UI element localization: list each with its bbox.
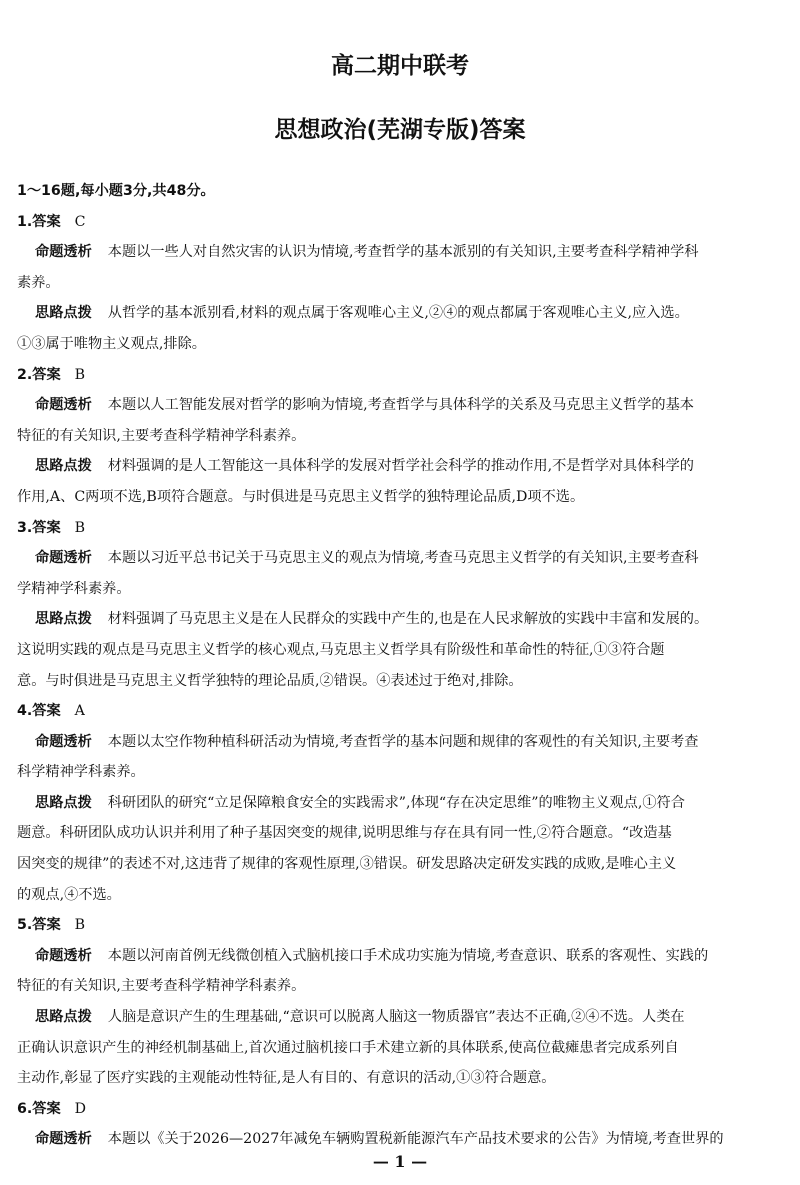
analysis-line: 思路点拨 科研团队的研究“立足保障粮食安全的实践需求”,体现“存在决定思维”的唯物主义观点,①符合 bbox=[35, 794, 685, 811]
intent-line: 命题透析 本题以人工智能发展对哲学的影响为情境,考查哲学与具体科学的关系及马克思主义哲学的基本 bbox=[35, 397, 694, 414]
analysis-line: 主动作,彰显了医疗实践的主观能动性特征,是人有目的、有意识的活动,①③符合题意。 bbox=[17, 1070, 556, 1087]
question-block bbox=[17, 207, 787, 360]
answer-line: 2.答案 B bbox=[17, 366, 86, 383]
analysis-line: 思路点拨 从哲学的基本派别看,材料的观点属于客观唯心主义,②④的观点都属于客观唯心主义,应入选。 bbox=[35, 305, 689, 322]
question-block bbox=[17, 513, 787, 697]
intent-line: 命题透析 本题以一些人对自然灾害的认识为情境,考查哲学的基本派别的有关知识,主要考查科学精神学科 bbox=[35, 244, 699, 261]
answer-line: 6.答案 D bbox=[17, 1100, 87, 1117]
intent-line: 命题透析 本题以河南首例无线微创植入式脑机接口手术成功实施为情境,考查意识、联系的客观性、实践的 bbox=[35, 947, 709, 964]
analysis-line: 这说明实践的观点是马克思主义哲学的核心观点,马克思主义哲学具有阶级性和革命性的特征,①③符合题 bbox=[17, 641, 665, 658]
intent-line: 特征的有关知识,主要考查科学精神学科素养。 bbox=[17, 978, 306, 995]
intent-line: 命题透析 本题以习近平总书记关于马克思主义的观点为情境,考查马克思主义哲学的有关知识,主要考查科 bbox=[35, 550, 699, 567]
answer-value: A bbox=[74, 703, 85, 720]
answer-content bbox=[17, 176, 787, 1155]
analysis-line: 思路点拨 材料强调了马克思主义是在人民群众的实践中产生的,也是在人民求解放的实践中丰富和发展的。 bbox=[35, 611, 709, 628]
answer-value: B bbox=[74, 917, 86, 934]
intent-line: 学精神学科素养。 bbox=[17, 580, 131, 597]
analysis-line: 思路点拨 人脑是意识产生的生理基础,“意识可以脱离人脑这一物质器官”表达不正确,②④不选。人类在 bbox=[35, 1009, 685, 1026]
page-number: — 1 — bbox=[372, 1152, 428, 1171]
answer-line: 3.答案 B bbox=[17, 519, 86, 536]
question-block bbox=[17, 910, 787, 1094]
question-block bbox=[17, 1094, 787, 1155]
question-block bbox=[17, 696, 787, 910]
intent-line: 素养。 bbox=[17, 274, 60, 291]
analysis-line: 的观点,④不选。 bbox=[17, 886, 121, 903]
analysis-line: 因突变的规律”的表述不对,这违背了规律的客观性原理,③错误。研发思路决定研发实践的成败,是唯心主义 bbox=[17, 856, 677, 873]
answer-value: D bbox=[74, 1100, 87, 1117]
question-block bbox=[17, 360, 787, 513]
page-title: 高二期中联考 bbox=[331, 53, 469, 79]
intro-line: 1～16题,每小题3分,共48分。 bbox=[17, 183, 215, 199]
answer-value: C bbox=[74, 213, 86, 230]
answer-value: B bbox=[74, 519, 86, 536]
analysis-line: 作用,A、C两项不选,B项符合题意。与时俱进是马克思主义哲学的独特理论品质,D项不选。 bbox=[17, 488, 585, 505]
analysis-line: 意。与时俱进是马克思主义哲学独特的理论品质,②错误。④表述过于绝对,排除。 bbox=[17, 672, 523, 689]
page-subtitle: 思想政治(芜湖专版)答案 bbox=[274, 117, 526, 143]
intent-line: 命题透析 本题以《关于2026—2027年减免车辆购置税新能源汽车产品技术要求的公告》为情境,考查世界的 bbox=[35, 1131, 724, 1148]
intent-line: 科学精神学科素养。 bbox=[17, 764, 145, 781]
analysis-line: 题意。科研团队成功认识并利用了种子基因突变的规律,说明思维与存在具有同一性,②符合题意。“改造基 bbox=[17, 825, 672, 842]
analysis-line: 思路点拨 材料强调的是人工智能这一具体科学的发展对哲学社会科学的推动作用,不是哲学对具体科学的 bbox=[35, 458, 694, 475]
intent-line: 命题透析 本题以太空作物种植科研活动为情境,考查哲学的基本问题和规律的客观性的有关知识,主要考查 bbox=[35, 733, 699, 750]
analysis-line: 正确认识意识产生的神经机制基础上,首次通过脑机接口手术建立新的具体联系,使高位截瘫患者完成系列自 bbox=[17, 1039, 679, 1056]
answer-value: B bbox=[74, 366, 86, 383]
answer-line: 1.答案 C bbox=[17, 213, 86, 230]
intent-line: 特征的有关知识,主要考查科学精神学科素养。 bbox=[17, 427, 306, 444]
answer-line: 5.答案 B bbox=[17, 917, 86, 934]
answer-line: 4.答案 A bbox=[17, 703, 85, 720]
analysis-line: ①③属于唯物主义观点,排除。 bbox=[17, 335, 206, 352]
